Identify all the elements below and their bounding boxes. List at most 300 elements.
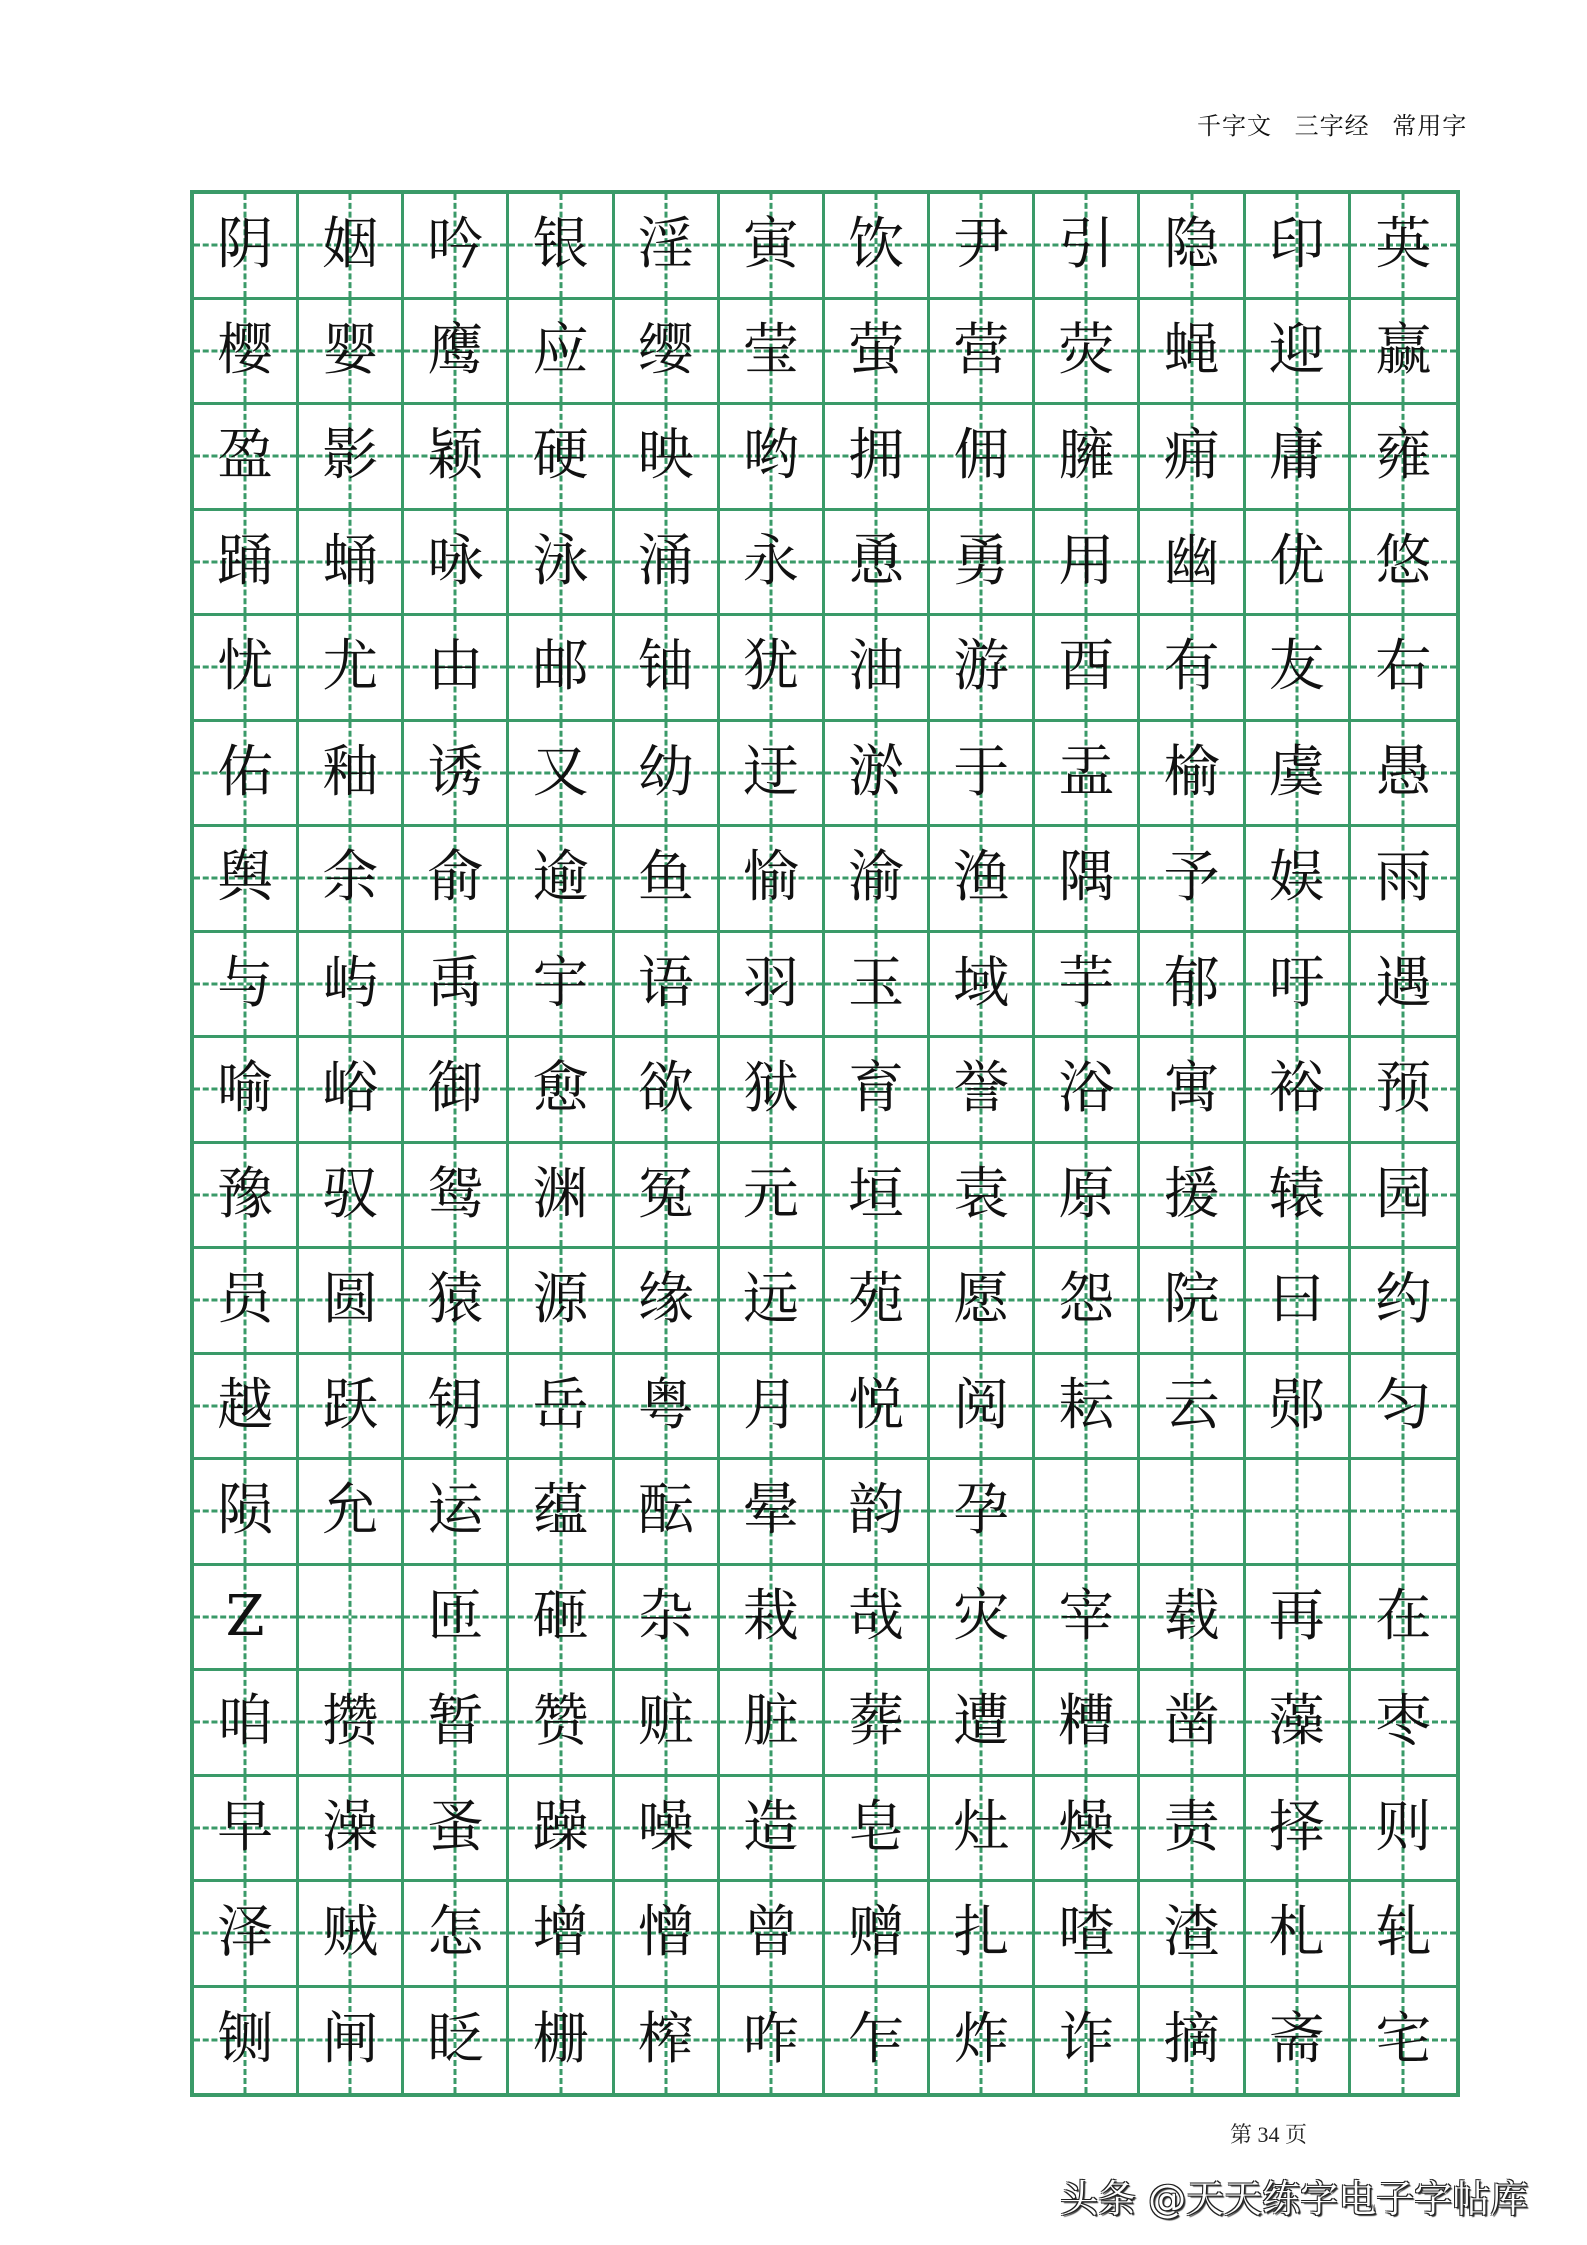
practice-character: 臃 bbox=[1058, 423, 1115, 489]
grid-cell bbox=[825, 827, 930, 933]
grid-cell bbox=[615, 1144, 720, 1250]
grid-cell bbox=[1246, 722, 1351, 828]
practice-character: 员 bbox=[217, 1267, 274, 1333]
practice-character: 应 bbox=[532, 317, 589, 383]
practice-character: 遇 bbox=[1375, 950, 1432, 1016]
grid-cell bbox=[1351, 1144, 1456, 1250]
grid-cell bbox=[1351, 300, 1456, 406]
grid-cell bbox=[1246, 1988, 1351, 2094]
grid-cell bbox=[1351, 1777, 1456, 1883]
grid-cell bbox=[930, 194, 1035, 300]
grid-cell bbox=[720, 1988, 825, 2094]
practice-character: 造 bbox=[742, 1794, 799, 1860]
practice-character: 援 bbox=[1163, 1161, 1220, 1227]
grid-cell bbox=[1035, 1566, 1140, 1672]
practice-character: 铀 bbox=[637, 634, 694, 700]
grid-cell bbox=[720, 194, 825, 300]
grid-cell bbox=[720, 405, 825, 511]
grid-cell bbox=[720, 300, 825, 406]
practice-character: 轧 bbox=[1375, 1900, 1432, 1966]
grid-cell bbox=[1035, 1460, 1140, 1566]
practice-character: 扎 bbox=[953, 1900, 1010, 1966]
practice-character: 宅 bbox=[1375, 2007, 1432, 2073]
grid-cell bbox=[404, 300, 509, 406]
practice-character: 躁 bbox=[532, 1794, 589, 1860]
practice-character: 月 bbox=[742, 1372, 799, 1438]
practice-character: 悦 bbox=[848, 1372, 905, 1438]
grid-cell bbox=[615, 616, 720, 722]
grid-cell bbox=[194, 300, 299, 406]
grid-cell bbox=[194, 1249, 299, 1355]
practice-character: 鱼 bbox=[637, 845, 694, 911]
practice-character: 灾 bbox=[953, 1583, 1010, 1649]
practice-character: 忧 bbox=[217, 634, 274, 700]
grid-cell bbox=[404, 194, 509, 300]
grid-cell bbox=[930, 300, 1035, 406]
grid-cell bbox=[720, 1777, 825, 1883]
practice-character: 允 bbox=[322, 1478, 379, 1544]
grid-cell bbox=[509, 1777, 614, 1883]
practice-character: 勇 bbox=[953, 528, 1010, 594]
practice-character: 栽 bbox=[742, 1583, 799, 1649]
practice-character: 芋 bbox=[1058, 950, 1115, 1016]
practice-character: 吁 bbox=[1268, 950, 1325, 1016]
grid-cell bbox=[930, 1249, 1035, 1355]
practice-character: 屿 bbox=[322, 950, 379, 1016]
grid-cell bbox=[930, 1988, 1035, 2094]
practice-character: 钥 bbox=[427, 1372, 484, 1438]
practice-character: 阅 bbox=[953, 1372, 1010, 1438]
practice-character: 营 bbox=[953, 317, 1010, 383]
grid-cell bbox=[720, 1566, 825, 1672]
practice-character: 姻 bbox=[322, 212, 379, 278]
practice-character: 曰 bbox=[1268, 1267, 1325, 1333]
practice-character: 欲 bbox=[637, 1056, 694, 1122]
practice-character: 垣 bbox=[848, 1161, 905, 1227]
practice-character: 饮 bbox=[848, 212, 905, 278]
practice-character: 油 bbox=[848, 634, 905, 700]
grid-cell bbox=[615, 1988, 720, 2094]
grid-cell bbox=[1246, 1144, 1351, 1250]
practice-character: 蚤 bbox=[427, 1794, 484, 1860]
practice-character: 再 bbox=[1268, 1583, 1325, 1649]
grid-cell bbox=[1035, 1144, 1140, 1250]
practice-character: 永 bbox=[742, 528, 799, 594]
practice-character: 砸 bbox=[532, 1583, 589, 1649]
grid-cell bbox=[1140, 194, 1245, 300]
grid-cell bbox=[720, 1144, 825, 1250]
practice-character: 淫 bbox=[637, 212, 694, 278]
practice-character: 袁 bbox=[953, 1161, 1010, 1227]
practice-character: 跃 bbox=[322, 1372, 379, 1438]
grid-cell bbox=[299, 1777, 404, 1883]
practice-character: 驭 bbox=[322, 1161, 379, 1227]
grid-cell bbox=[1035, 1355, 1140, 1461]
grid-cell bbox=[825, 194, 930, 300]
grid-cell bbox=[825, 1249, 930, 1355]
grid-cell bbox=[720, 722, 825, 828]
grid-cell bbox=[299, 1566, 404, 1672]
practice-character: 渝 bbox=[848, 845, 905, 911]
practice-character: 隐 bbox=[1163, 212, 1220, 278]
grid-cell bbox=[930, 616, 1035, 722]
practice-character: 友 bbox=[1268, 634, 1325, 700]
grid-cell bbox=[509, 1038, 614, 1144]
grid-cell bbox=[615, 933, 720, 1039]
practice-character: 咏 bbox=[427, 528, 484, 594]
practice-character: 硬 bbox=[532, 423, 589, 489]
practice-character: 优 bbox=[1268, 528, 1325, 594]
grid-cell bbox=[930, 827, 1035, 933]
page-header bbox=[1197, 106, 1481, 141]
grid-cell bbox=[615, 1355, 720, 1461]
grid-cell bbox=[194, 1882, 299, 1988]
grid-cell bbox=[299, 511, 404, 617]
grid-cell bbox=[1035, 194, 1140, 300]
grid-cell bbox=[825, 616, 930, 722]
practice-character: 盈 bbox=[217, 423, 274, 489]
practice-character: 渔 bbox=[953, 845, 1010, 911]
practice-character: 幽 bbox=[1163, 528, 1220, 594]
grid-cell bbox=[194, 1355, 299, 1461]
grid-cell bbox=[720, 1038, 825, 1144]
grid-cell bbox=[194, 1144, 299, 1250]
practice-character: 赞 bbox=[532, 1689, 589, 1755]
grid-cell bbox=[509, 194, 614, 300]
practice-character: 匝 bbox=[427, 1583, 484, 1649]
practice-character: 愉 bbox=[742, 845, 799, 911]
grid-cell bbox=[1246, 933, 1351, 1039]
grid-cell bbox=[930, 1355, 1035, 1461]
practice-character: 增 bbox=[532, 1900, 589, 1966]
grid-cell bbox=[1140, 1249, 1245, 1355]
practice-character: 攒 bbox=[322, 1689, 379, 1755]
grid-cell bbox=[1140, 1671, 1245, 1777]
grid-cell bbox=[930, 1671, 1035, 1777]
grid-cell bbox=[299, 1671, 404, 1777]
grid-cell bbox=[1351, 405, 1456, 511]
grid-cell bbox=[825, 405, 930, 511]
grid-cell bbox=[1035, 1882, 1140, 1988]
practice-character: 荧 bbox=[1058, 317, 1115, 383]
grid-cell bbox=[299, 1249, 404, 1355]
practice-character: 杂 bbox=[637, 1583, 694, 1649]
grid-cell bbox=[1035, 1249, 1140, 1355]
grid-cell bbox=[1035, 1988, 1140, 2094]
grid-cell bbox=[720, 1671, 825, 1777]
grid-cell bbox=[930, 1144, 1035, 1250]
grid-cell bbox=[404, 1671, 509, 1777]
practice-character: 迂 bbox=[742, 739, 799, 805]
practice-character: 蝇 bbox=[1163, 317, 1220, 383]
grid-cell bbox=[615, 1777, 720, 1883]
grid-cell bbox=[825, 1038, 930, 1144]
page-number: 第 34 页 bbox=[1230, 2122, 1308, 2147]
practice-character: 尤 bbox=[322, 634, 379, 700]
practice-character: 右 bbox=[1375, 634, 1432, 700]
grid-cell bbox=[615, 300, 720, 406]
practice-character: 贼 bbox=[322, 1900, 379, 1966]
grid-cell bbox=[509, 616, 614, 722]
grid-cell bbox=[404, 1460, 509, 1566]
practice-character: 哉 bbox=[848, 1583, 905, 1649]
practice-character: 釉 bbox=[322, 739, 379, 805]
practice-character: 庸 bbox=[1268, 423, 1325, 489]
grid-cell bbox=[930, 1460, 1035, 1566]
practice-character: 泽 bbox=[217, 1900, 274, 1966]
grid-cell bbox=[509, 1355, 614, 1461]
practice-character: 影 bbox=[322, 423, 379, 489]
practice-character: 园 bbox=[1375, 1161, 1432, 1227]
grid-cell bbox=[404, 1566, 509, 1672]
grid-cell bbox=[1035, 827, 1140, 933]
grid-cell bbox=[825, 511, 930, 617]
grid-cell bbox=[930, 511, 1035, 617]
practice-character: 用 bbox=[1058, 528, 1115, 594]
grid-cell bbox=[1140, 722, 1245, 828]
grid-cell bbox=[615, 1038, 720, 1144]
practice-character: 踊 bbox=[217, 528, 274, 594]
grid-cell bbox=[404, 405, 509, 511]
practice-character: 雍 bbox=[1375, 423, 1432, 489]
practice-character: 缘 bbox=[637, 1267, 694, 1333]
grid-cell bbox=[1351, 1355, 1456, 1461]
practice-character: 渊 bbox=[532, 1161, 589, 1227]
practice-character: 酝 bbox=[637, 1478, 694, 1544]
grid-cell bbox=[1246, 1671, 1351, 1777]
practice-character: 枣 bbox=[1375, 1689, 1432, 1755]
practice-character: 舆 bbox=[217, 845, 274, 911]
practice-character: 愈 bbox=[532, 1056, 589, 1122]
practice-character: 虞 bbox=[1268, 739, 1325, 805]
practice-character: 札 bbox=[1268, 1900, 1325, 1966]
practice-character: 语 bbox=[637, 950, 694, 1016]
grid-cell bbox=[720, 1460, 825, 1566]
grid-cell bbox=[720, 1249, 825, 1355]
grid-cell bbox=[720, 616, 825, 722]
practice-character: 载 bbox=[1163, 1583, 1220, 1649]
practice-character: 鹰 bbox=[427, 317, 484, 383]
practice-character: 赢 bbox=[1375, 317, 1432, 383]
practice-character: 寓 bbox=[1163, 1056, 1220, 1122]
grid-cell bbox=[404, 1144, 509, 1250]
grid-cell bbox=[509, 511, 614, 617]
practice-character: 凿 bbox=[1163, 1689, 1220, 1755]
practice-character: 寅 bbox=[742, 212, 799, 278]
grid-cell bbox=[825, 1777, 930, 1883]
grid-cell bbox=[1351, 722, 1456, 828]
practice-character: 颖 bbox=[427, 423, 484, 489]
practice-character: 樱 bbox=[217, 317, 274, 383]
practice-character: 迎 bbox=[1268, 317, 1325, 383]
practice-character: 则 bbox=[1375, 1794, 1432, 1860]
header-title-sanzijing: 三字经 bbox=[1294, 112, 1370, 140]
grid-cell bbox=[1351, 1988, 1456, 2094]
grid-cell bbox=[1140, 300, 1245, 406]
practice-character: 赠 bbox=[848, 1900, 905, 1966]
header-title-qianziwen: 千字文 bbox=[1197, 112, 1272, 140]
practice-character: 域 bbox=[953, 950, 1010, 1016]
practice-character: 予 bbox=[1163, 845, 1220, 911]
grid-cell bbox=[615, 827, 720, 933]
grid-cell bbox=[1351, 1671, 1456, 1777]
grid-cell bbox=[1351, 511, 1456, 617]
practice-character: 婴 bbox=[322, 317, 379, 383]
grid-cell bbox=[1246, 827, 1351, 933]
grid-cell bbox=[1035, 722, 1140, 828]
grid-cell bbox=[194, 1566, 299, 1672]
grid-cell bbox=[825, 933, 930, 1039]
grid-cell bbox=[404, 722, 509, 828]
practice-character: 遭 bbox=[953, 1689, 1010, 1755]
practice-character: 缨 bbox=[637, 317, 694, 383]
practice-character: 远 bbox=[742, 1267, 799, 1333]
grid-cell bbox=[1351, 616, 1456, 722]
grid-cell bbox=[299, 300, 404, 406]
grid-cell bbox=[404, 1249, 509, 1355]
grid-cell bbox=[404, 1777, 509, 1883]
practice-character: 蕴 bbox=[532, 1478, 589, 1544]
practice-character: 邮 bbox=[532, 634, 589, 700]
grid-cell bbox=[825, 1671, 930, 1777]
practice-character: 皂 bbox=[848, 1794, 905, 1860]
practice-character: 匀 bbox=[1375, 1372, 1432, 1438]
practice-character: 有 bbox=[1163, 634, 1220, 700]
practice-character: 炸 bbox=[953, 2007, 1010, 2073]
practice-character: 又 bbox=[532, 739, 589, 805]
practice-character: 栅 bbox=[532, 2007, 589, 2073]
grid-cell bbox=[1035, 511, 1140, 617]
practice-character: 幼 bbox=[637, 739, 694, 805]
grid-cell bbox=[825, 1882, 930, 1988]
practice-character: 噪 bbox=[637, 1794, 694, 1860]
grid-cell bbox=[1351, 1460, 1456, 1566]
grid-cell bbox=[299, 405, 404, 511]
practice-character: 峪 bbox=[322, 1056, 379, 1122]
practice-character: 赃 bbox=[637, 1689, 694, 1755]
grid-cell bbox=[194, 1460, 299, 1566]
grid-cell bbox=[194, 933, 299, 1039]
practice-character: 糟 bbox=[1058, 1689, 1115, 1755]
grid-cell bbox=[1246, 194, 1351, 300]
grid-cell bbox=[509, 933, 614, 1039]
grid-cell bbox=[615, 1460, 720, 1566]
grid-cell bbox=[299, 1988, 404, 2094]
practice-character: 元 bbox=[742, 1161, 799, 1227]
grid-cell bbox=[1246, 1882, 1351, 1988]
practice-character: 愚 bbox=[1375, 739, 1432, 805]
practice-character: 育 bbox=[848, 1056, 905, 1122]
grid-cell bbox=[1140, 511, 1245, 617]
grid-cell bbox=[1140, 1144, 1245, 1250]
practice-character: 佑 bbox=[217, 739, 274, 805]
grid-cell bbox=[1140, 1777, 1245, 1883]
grid-cell bbox=[1035, 1777, 1140, 1883]
practice-character: 越 bbox=[217, 1372, 274, 1438]
practice-character: 燥 bbox=[1058, 1794, 1115, 1860]
grid-cell bbox=[825, 1355, 930, 1461]
grid-cell bbox=[404, 1882, 509, 1988]
grid-cell bbox=[404, 1355, 509, 1461]
practice-character: 玉 bbox=[848, 950, 905, 1016]
grid-cell bbox=[1035, 933, 1140, 1039]
grid-cell bbox=[404, 1038, 509, 1144]
practice-character: 拥 bbox=[848, 423, 905, 489]
tianzige-practice-grid bbox=[190, 190, 1460, 2097]
grid-cell bbox=[299, 1144, 404, 1250]
practice-character: 憎 bbox=[637, 1900, 694, 1966]
practice-character: 摘 bbox=[1163, 2007, 1220, 2073]
grid-cell bbox=[1140, 1038, 1245, 1144]
grid-cell bbox=[615, 405, 720, 511]
grid-cell bbox=[1140, 1566, 1245, 1672]
grid-cell bbox=[930, 1882, 1035, 1988]
grid-cell bbox=[825, 1144, 930, 1250]
grid-cell bbox=[404, 827, 509, 933]
grid-cell bbox=[615, 194, 720, 300]
practice-character: 渣 bbox=[1163, 1900, 1220, 1966]
grid-cell bbox=[299, 933, 404, 1039]
practice-character: 预 bbox=[1375, 1056, 1432, 1122]
practice-character: 喳 bbox=[1058, 1900, 1115, 1966]
practice-character: 娱 bbox=[1268, 845, 1325, 911]
header-title-changyongzi: 常用字 bbox=[1392, 112, 1468, 140]
practice-character: 原 bbox=[1058, 1161, 1115, 1227]
grid-cell bbox=[509, 1249, 614, 1355]
practice-character: 运 bbox=[427, 1478, 484, 1544]
grid-cell bbox=[1140, 1460, 1245, 1566]
practice-character: 御 bbox=[427, 1056, 484, 1122]
practice-character: 藻 bbox=[1268, 1689, 1325, 1755]
grid-cell bbox=[930, 933, 1035, 1039]
practice-character: 苑 bbox=[848, 1267, 905, 1333]
practice-character: 禹 bbox=[427, 950, 484, 1016]
grid-cell bbox=[1246, 616, 1351, 722]
practice-character: 咱 bbox=[217, 1689, 274, 1755]
grid-cell bbox=[194, 511, 299, 617]
practice-character: 痈 bbox=[1163, 423, 1220, 489]
grid-cell bbox=[1246, 1460, 1351, 1566]
practice-character: Z bbox=[225, 1583, 265, 1649]
grid-cell bbox=[930, 722, 1035, 828]
practice-character: 在 bbox=[1375, 1583, 1432, 1649]
grid-cell bbox=[1351, 1882, 1456, 1988]
practice-character: 陨 bbox=[217, 1478, 274, 1544]
grid-cell bbox=[615, 1566, 720, 1672]
grid-cell bbox=[1035, 1671, 1140, 1777]
practice-character: 诈 bbox=[1058, 2007, 1115, 2073]
grid-cell bbox=[1351, 1038, 1456, 1144]
practice-character: 与 bbox=[217, 950, 274, 1016]
practice-character: 逾 bbox=[532, 845, 589, 911]
practice-character: 责 bbox=[1163, 1794, 1220, 1860]
grid-cell bbox=[1246, 1777, 1351, 1883]
grid-cell bbox=[299, 1460, 404, 1566]
grid-cell bbox=[509, 300, 614, 406]
grid-cell bbox=[194, 827, 299, 933]
grid-cell bbox=[299, 616, 404, 722]
practice-character: 吟 bbox=[427, 212, 484, 278]
practice-character: 猿 bbox=[427, 1267, 484, 1333]
practice-character: 榨 bbox=[637, 2007, 694, 2073]
practice-character: 耘 bbox=[1058, 1372, 1115, 1438]
grid-cell bbox=[1035, 616, 1140, 722]
grid-cell bbox=[1246, 1249, 1351, 1355]
grid-cell bbox=[1246, 511, 1351, 617]
grid-cell bbox=[1246, 1038, 1351, 1144]
grid-cell bbox=[1140, 1355, 1245, 1461]
practice-character: 盂 bbox=[1058, 739, 1115, 805]
